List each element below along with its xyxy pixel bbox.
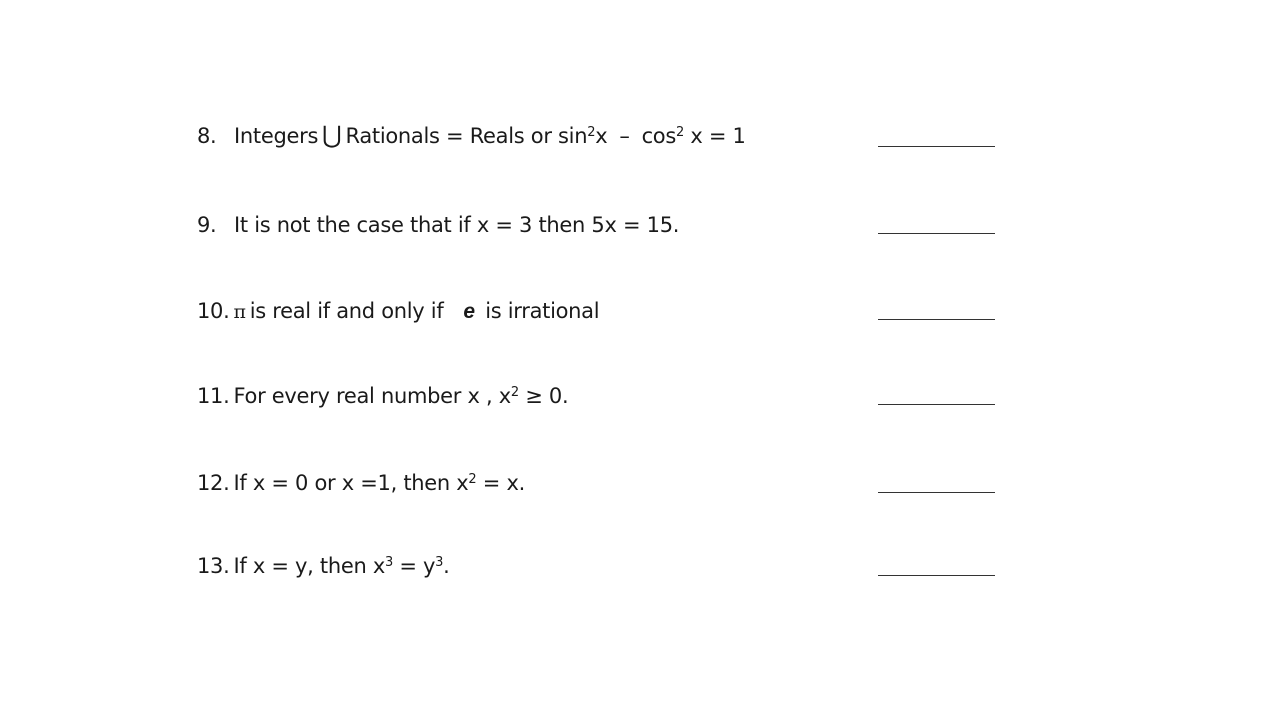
answer-blank[interactable] xyxy=(878,492,995,493)
superscript: 2 xyxy=(676,124,684,140)
question-text-part: cos xyxy=(641,124,676,148)
superscript: 2 xyxy=(587,124,596,140)
question-text-part: is real if and only if xyxy=(249,299,444,323)
question-number: 12. xyxy=(197,471,230,495)
question-text-part: is irrational xyxy=(485,299,600,323)
question-text-part: For every real number x , x xyxy=(233,384,511,408)
superscript: 3 xyxy=(385,554,393,570)
question-text-part: x xyxy=(595,124,608,148)
union-symbol: ⋃ xyxy=(322,121,342,149)
question-text-part: = y xyxy=(392,554,436,578)
question-number: 11. xyxy=(197,384,230,408)
question-text-part: x = 1 xyxy=(683,124,746,148)
superscript: 2 xyxy=(468,471,477,487)
question-text-part: If x = y, then x xyxy=(233,554,385,578)
answer-blank[interactable] xyxy=(878,146,995,147)
question-text-part: . xyxy=(443,554,450,578)
question-number: 8. xyxy=(197,124,217,148)
question-number: 13. xyxy=(197,554,230,578)
superscript: 2 xyxy=(510,384,519,400)
question-13 xyxy=(197,553,450,579)
e-symbol: e xyxy=(463,300,475,323)
pi-symbol: π xyxy=(233,301,246,323)
question-number: 9. xyxy=(197,213,217,237)
question-text: It is not the case that if x = 3 then 5x = 15. xyxy=(234,213,680,237)
superscript: 3 xyxy=(435,554,444,570)
question-10 xyxy=(197,298,599,325)
answer-blank[interactable] xyxy=(878,575,995,576)
answer-blank[interactable] xyxy=(878,319,995,320)
answer-blank[interactable] xyxy=(878,404,995,405)
question-9 xyxy=(197,212,679,238)
question-12 xyxy=(197,470,525,496)
answer-blank[interactable] xyxy=(878,233,995,234)
question-number: 10. xyxy=(197,299,230,323)
question-text-part: Rationals = Reals or sin xyxy=(345,124,588,148)
question-text-part: = x. xyxy=(476,471,525,495)
question-text-part: Integers xyxy=(234,124,319,148)
question-text-part: If x = 0 or x =1, then x xyxy=(233,471,469,495)
question-text-part: ≥ 0. xyxy=(518,384,569,408)
question-11 xyxy=(197,383,568,409)
minus-symbol: – xyxy=(619,124,630,148)
question-8 xyxy=(197,122,746,149)
